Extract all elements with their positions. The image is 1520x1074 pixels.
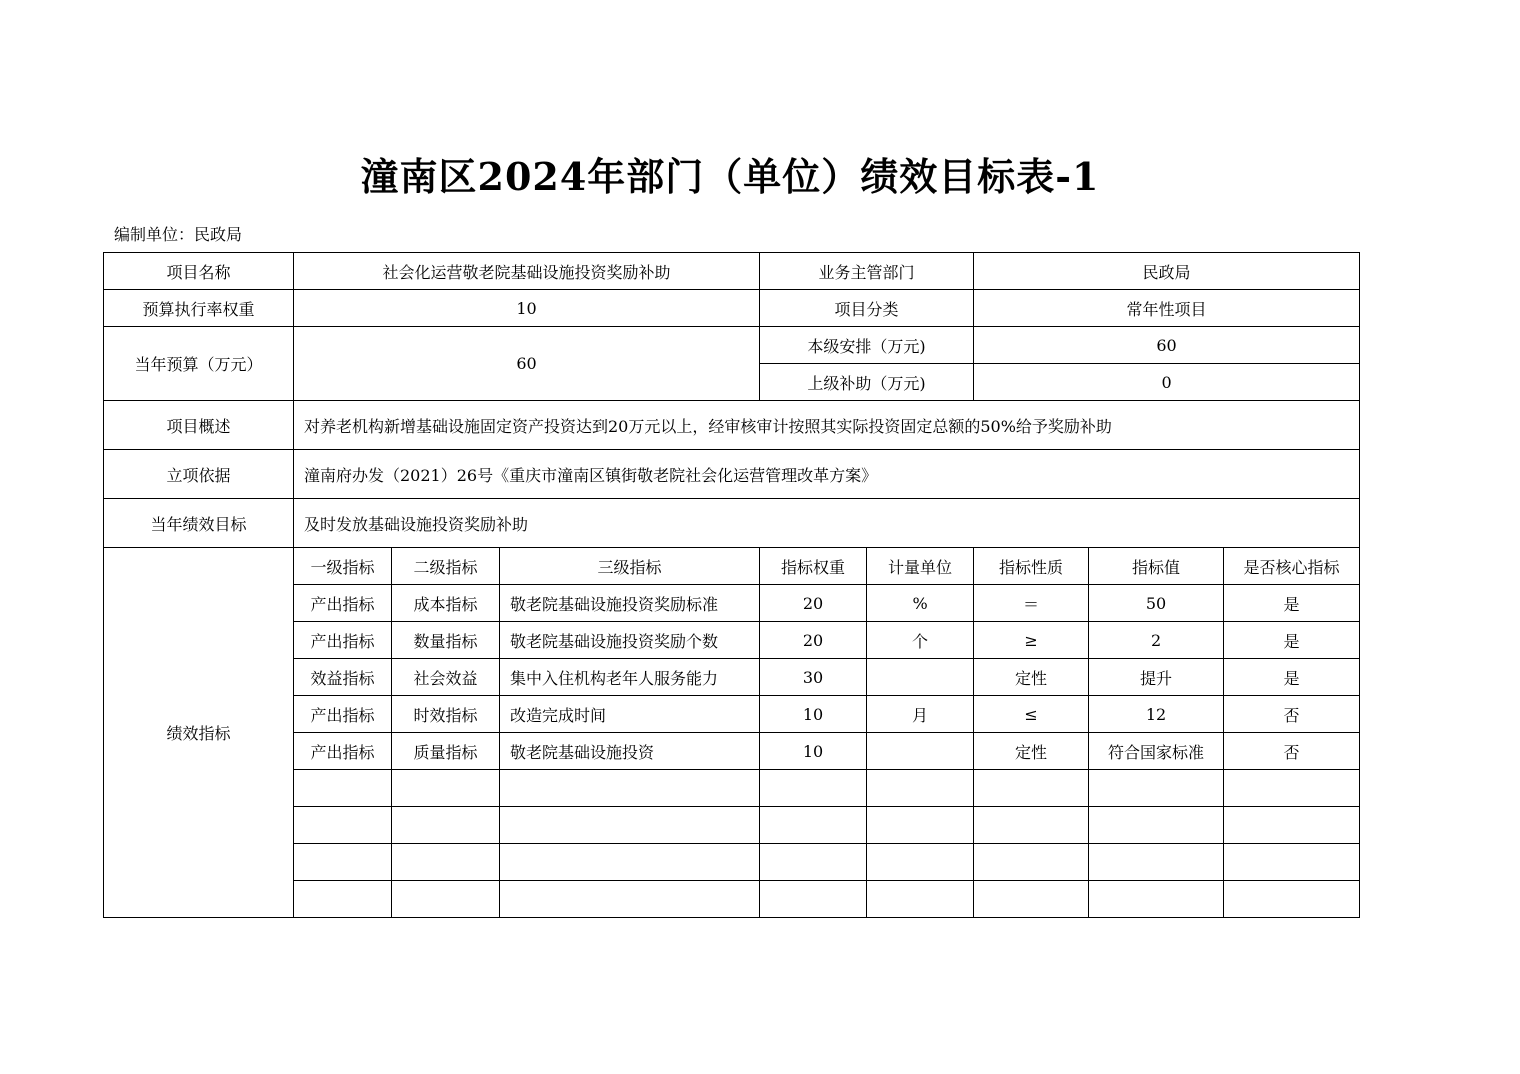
indicator-cell: 否 xyxy=(1224,733,1360,770)
row-budget-local xyxy=(104,327,1360,364)
indicator-cell xyxy=(294,844,392,881)
row-basis xyxy=(104,450,1360,499)
page-title: 潼南区2024年部门（单位）绩效目标表-1 xyxy=(360,154,1100,199)
indicator-cell xyxy=(760,770,867,807)
indicator-cell xyxy=(867,659,974,696)
budget-label: 当年预算（万元） xyxy=(104,327,294,401)
indicator-cell: 50 xyxy=(1089,585,1224,622)
indicator-cell: 效益指标 xyxy=(294,659,392,696)
indicator-cell: 社会效益 xyxy=(392,659,500,696)
indicator-cell: 2 xyxy=(1089,622,1224,659)
indicator-cell: 产出指标 xyxy=(294,585,392,622)
project-name-value: 社会化运营敬老院基础设施投资奖励补助 xyxy=(294,253,760,290)
indicator-cell: ≤ xyxy=(974,696,1089,733)
indicator-cell xyxy=(500,807,760,844)
performance-target-table xyxy=(103,252,1360,918)
indicator-cell xyxy=(500,881,760,918)
indicator-cell: 30 xyxy=(760,659,867,696)
indicator-header-cell: 指标性质 xyxy=(974,548,1089,585)
project-name-label: 项目名称 xyxy=(104,253,294,290)
budget-value: 60 xyxy=(294,327,760,401)
basis-label: 立项依据 xyxy=(104,450,294,499)
indicator-cell xyxy=(294,881,392,918)
indicator-cell xyxy=(294,807,392,844)
indicator-cell xyxy=(867,770,974,807)
weight-label: 预算执行率权重 xyxy=(104,290,294,327)
indicator-header-cell: 一级指标 xyxy=(294,548,392,585)
indicator-cell: 产出指标 xyxy=(294,696,392,733)
indicator-cell xyxy=(1224,807,1360,844)
indicator-cell xyxy=(1089,881,1224,918)
indicator-cell xyxy=(500,844,760,881)
indicator-cell: 12 xyxy=(1089,696,1224,733)
indicator-cell xyxy=(974,770,1089,807)
indicator-cell: 提升 xyxy=(1089,659,1224,696)
indicators-label: 绩效指标 xyxy=(104,548,294,918)
indicator-cell xyxy=(392,844,500,881)
indicator-cell: 敬老院基础设施投资奖励标准 xyxy=(500,585,760,622)
basis-value: 潼南府办发（2021）26号《重庆市潼南区镇街敬老院社会化运营管理改革方案》 xyxy=(294,450,1360,499)
indicator-cell: 10 xyxy=(760,696,867,733)
indicator-cell xyxy=(760,807,867,844)
dept-label: 业务主管部门 xyxy=(760,253,974,290)
indicator-cell xyxy=(867,733,974,770)
indicator-cell xyxy=(1224,844,1360,881)
indicator-cell xyxy=(392,770,500,807)
row-project-name xyxy=(104,253,1360,290)
indicator-cell: 产出指标 xyxy=(294,622,392,659)
category-label: 项目分类 xyxy=(760,290,974,327)
indicator-cell: 产出指标 xyxy=(294,733,392,770)
indicator-cell xyxy=(1089,770,1224,807)
indicator-cell: 符合国家标准 xyxy=(1089,733,1224,770)
indicator-header-cell: 指标权重 xyxy=(760,548,867,585)
indicator-header-cell: 是否核心指标 xyxy=(1224,548,1360,585)
indicator-cell: % xyxy=(867,585,974,622)
indicator-cell xyxy=(974,807,1089,844)
indicator-cell: 是 xyxy=(1224,659,1360,696)
indicator-cell: 20 xyxy=(760,622,867,659)
indicator-cell: 否 xyxy=(1224,696,1360,733)
indicator-cell xyxy=(760,881,867,918)
indicator-cell xyxy=(867,807,974,844)
indicator-cell xyxy=(974,844,1089,881)
weight-value: 10 xyxy=(294,290,760,327)
indicator-cell: 20 xyxy=(760,585,867,622)
row-overview xyxy=(104,401,1360,450)
indicator-cell: 时效指标 xyxy=(392,696,500,733)
local-value: 60 xyxy=(974,327,1360,364)
indicator-cell xyxy=(392,807,500,844)
indicator-header-cell: 三级指标 xyxy=(500,548,760,585)
indicator-cell: 数量指标 xyxy=(392,622,500,659)
indicator-cell xyxy=(867,881,974,918)
indicator-cell: 是 xyxy=(1224,585,1360,622)
indicator-cell xyxy=(760,844,867,881)
indicator-cell xyxy=(500,770,760,807)
row-budget-weight xyxy=(104,290,1360,327)
overview-value: 对养老机构新增基础设施固定资产投资达到20万元以上，经审核审计按照其实际投资固定总额的50%给予奖励补助 xyxy=(294,401,1360,450)
indicator-cell: ≥ xyxy=(974,622,1089,659)
upper-label: 上级补助（万元) xyxy=(760,364,974,401)
indicator-cell: 敬老院基础设施投资 xyxy=(500,733,760,770)
indicator-cell: 个 xyxy=(867,622,974,659)
upper-value: 0 xyxy=(974,364,1360,401)
indicator-cell xyxy=(1224,770,1360,807)
compiling-unit: 编制单位：民政局 xyxy=(114,225,243,244)
goal-label: 当年绩效目标 xyxy=(104,499,294,548)
overview-label: 项目概述 xyxy=(104,401,294,450)
indicator-header-cell: 二级指标 xyxy=(392,548,500,585)
indicator-cell: 定性 xyxy=(974,659,1089,696)
indicator-cell: 成本指标 xyxy=(392,585,500,622)
indicator-cell: 定性 xyxy=(974,733,1089,770)
indicator-header-cell: 计量单位 xyxy=(867,548,974,585)
indicator-cell xyxy=(392,881,500,918)
local-label: 本级安排（万元) xyxy=(760,327,974,364)
category-value: 常年性项目 xyxy=(974,290,1360,327)
goal-value: 及时发放基础设施投资奖励补助 xyxy=(294,499,1360,548)
indicator-cell: 是 xyxy=(1224,622,1360,659)
indicator-cell: 10 xyxy=(760,733,867,770)
indicator-cell: 质量指标 xyxy=(392,733,500,770)
indicator-cell xyxy=(867,844,974,881)
indicator-cell: ＝ xyxy=(974,585,1089,622)
indicator-header-cell: 指标值 xyxy=(1089,548,1224,585)
dept-value: 民政局 xyxy=(974,253,1360,290)
indicator-cell: 月 xyxy=(867,696,974,733)
row-goal xyxy=(104,499,1360,548)
indicator-cell: 改造完成时间 xyxy=(500,696,760,733)
indicator-header-row xyxy=(104,548,1360,585)
indicator-cell xyxy=(1089,844,1224,881)
indicator-cell: 敬老院基础设施投资奖励个数 xyxy=(500,622,760,659)
indicator-cell xyxy=(974,881,1089,918)
indicator-cell: 集中入住机构老年人服务能力 xyxy=(500,659,760,696)
indicator-cell xyxy=(294,770,392,807)
indicator-cell xyxy=(1224,881,1360,918)
indicator-cell xyxy=(1089,807,1224,844)
